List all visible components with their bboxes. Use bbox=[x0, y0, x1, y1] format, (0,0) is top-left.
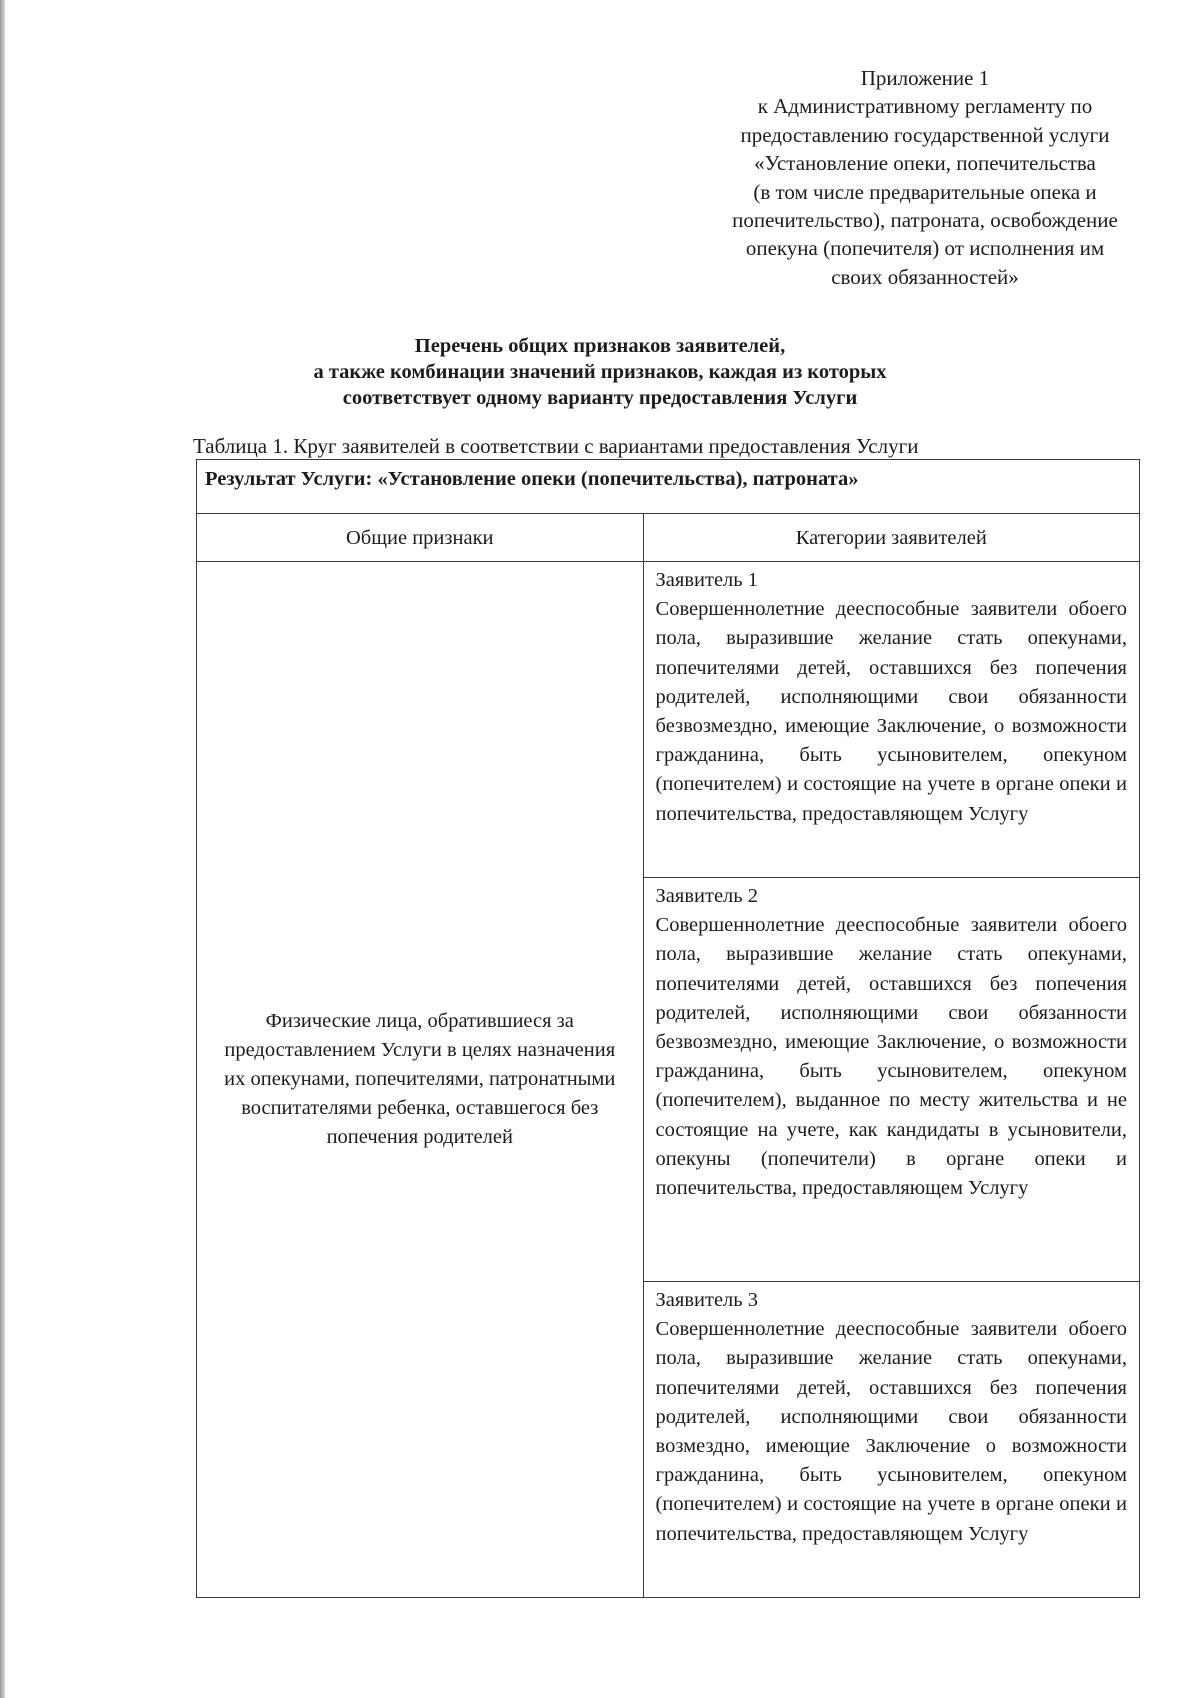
appendix-line: (в том числе предварительные опека и bbox=[753, 179, 1097, 204]
appendix-line: «Установление опеки, попечительства bbox=[754, 151, 1096, 176]
appendix-line: к Административному регламенту по bbox=[757, 94, 1093, 119]
table-caption: Таблица 1. Круг заявителей в соответствии с вариантами предоставления Услуги bbox=[193, 434, 919, 458]
appendix-line: предоставлению государственной услуги bbox=[740, 122, 1110, 147]
general-header: Общие признаки bbox=[197, 514, 644, 562]
heading-line: а также комбинации значений признаков, каждая из которых bbox=[313, 361, 887, 383]
categories-header: Категории заявителей bbox=[643, 514, 1139, 562]
applicants-table bbox=[196, 459, 1140, 1598]
result-cell: Результат Услуги: «Установление опеки (попечительства), патроната» bbox=[197, 460, 1140, 514]
applicant-description: Совершеннолетние дееспособные заявители обоего пола, выразившие желание стать опекунами, попечителями детей, оставшихся без попечения родителей, исполняющими свои обязанности безвозмездно, имеющие Заключение, о возможности гражданина, быть усыновителем, опекуном (попечителем), выданное по месту жительства и не состоящие на учете, как кандидаты в усыновители, опекуны (попечители) в органе опеки и попечительства, предоставляющем Услугу bbox=[655, 914, 1127, 1200]
appendix-reference bbox=[690, 64, 1160, 291]
scan-edge bbox=[0, 0, 5, 1698]
applicant-cell bbox=[643, 878, 1139, 1282]
applicant-title: Заявитель 1 bbox=[655, 569, 758, 591]
appendix-line: Приложение 1 bbox=[860, 66, 990, 90]
general-attributes-cell: Физические лица, обратившиеся за предоставлением Услуги в целях назначения их опекунами, попечителями, патронатными воспитателями ребенка, оставшегося без попечения родителей bbox=[197, 562, 644, 1598]
appendix-line: опекуна (попечителя) от исполнения им bbox=[745, 236, 1105, 261]
applicant-title: Заявитель 2 bbox=[655, 885, 758, 907]
table-row bbox=[197, 562, 1140, 878]
applicant-cell bbox=[643, 562, 1139, 878]
document-heading bbox=[250, 333, 950, 411]
applicant-description: Совершеннолетние дееспособные заявители обоего пола, выразившие желание стать опекунами, попечителями детей, оставшихся без попечения родителей, исполняющими свои обязанности возмездно, имеющие Заключение о возможности гражданина, быть усыновителем, опекуном (попечителем) и состоящие на учете в органе опеки и попечительства, предоставляющем Услугу bbox=[655, 1318, 1127, 1545]
heading-line: Перечень общих признаков заявителей, bbox=[414, 335, 786, 357]
result-row bbox=[197, 460, 1140, 514]
applicant-title: Заявитель 3 bbox=[655, 1289, 758, 1311]
header-row bbox=[197, 514, 1140, 562]
applicant-description: Совершеннолетние дееспособные заявители обоего пола, выразившие желание стать опекунами, попечителями детей, оставшихся без попечения родителей, исполняющими свои обязанности безвозмездно, имеющие Заключение, о возможности гражданина, быть усыновителем, опекуном (попечителем) и состоящие на учете в органе опеки и попечительства, предоставляющем Услугу bbox=[655, 598, 1127, 825]
applicant-cell bbox=[643, 1282, 1139, 1598]
heading-line: соответствует одному варианту предоставления Услуги bbox=[342, 387, 858, 409]
appendix-line: своих обязанностей» bbox=[831, 264, 1019, 289]
appendix-line: попечительство), патроната, освобождение bbox=[732, 208, 1118, 233]
